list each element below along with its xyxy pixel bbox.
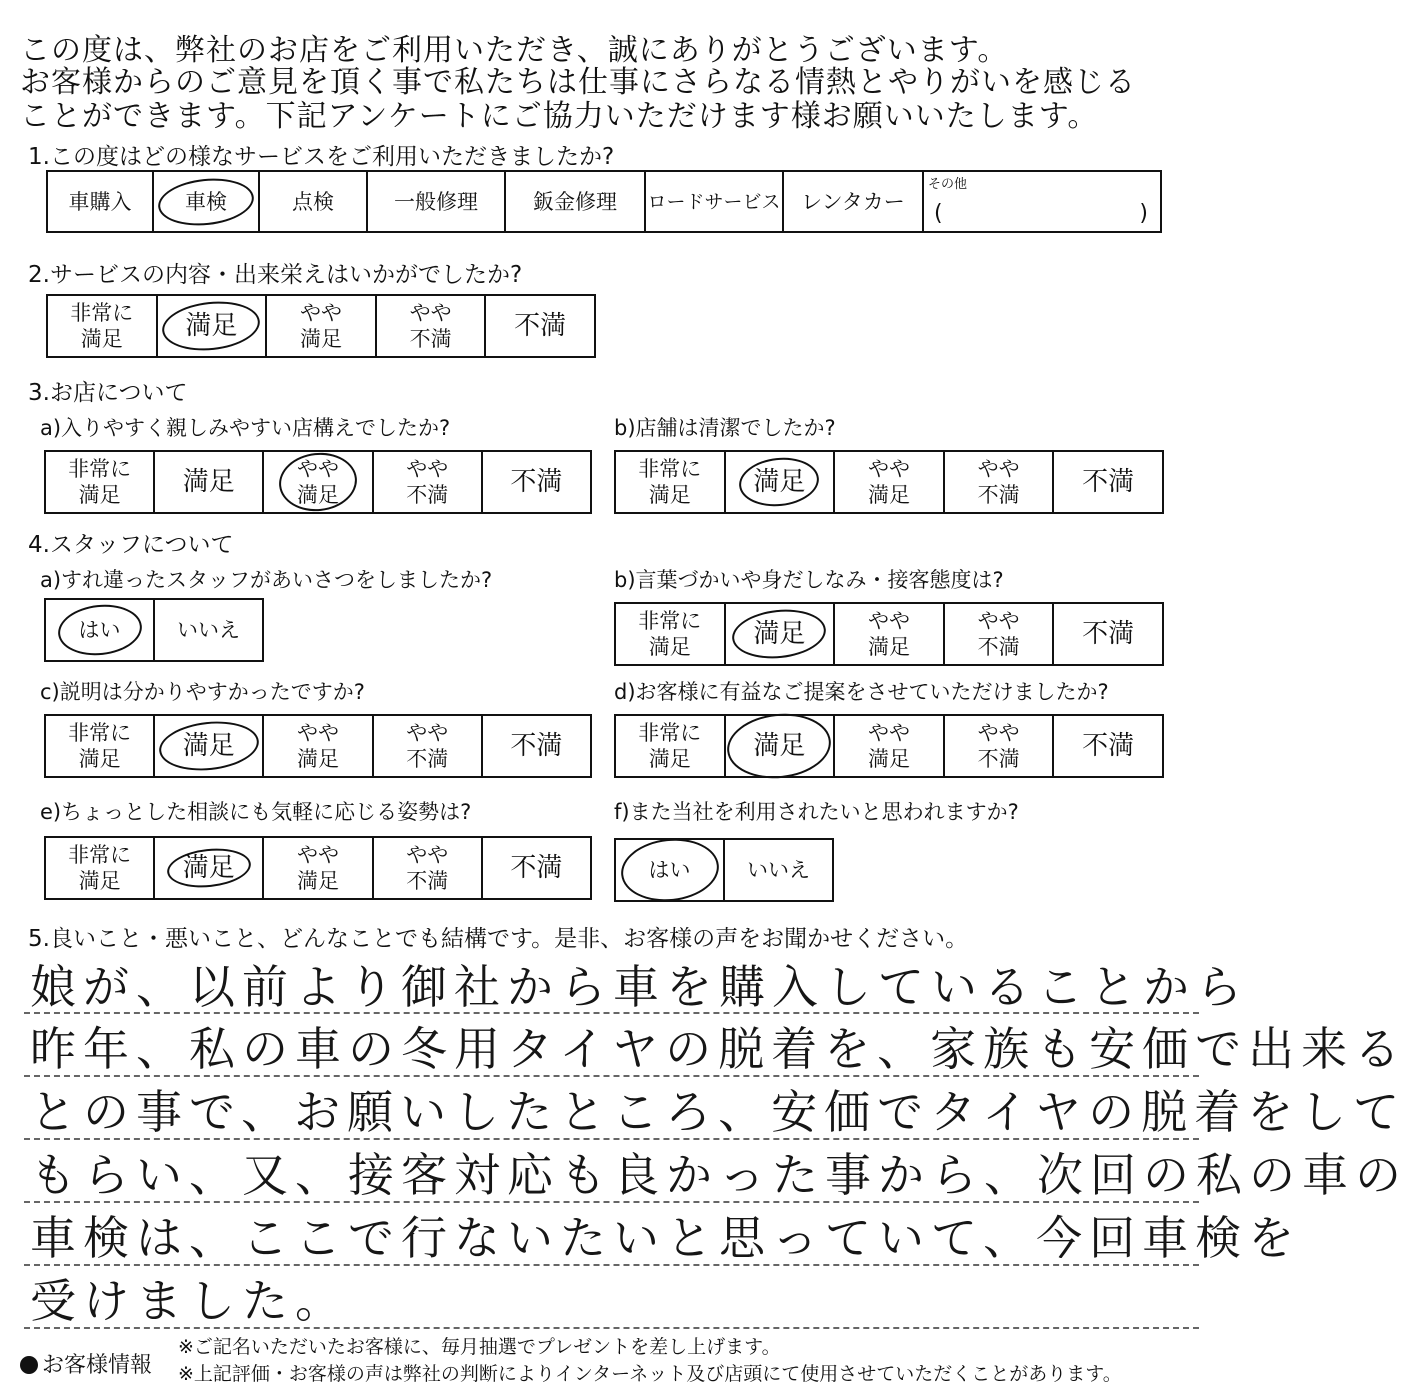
option-label: やや 満足 [867,457,910,507]
intro-line-1: この度は、弊社のお店をご利用いただき、誠にありがとうございます。 [20,33,1009,68]
other-label: その他 [928,177,968,192]
option-label: 満足 [185,311,238,341]
rating-option[interactable] [486,296,594,356]
option-label: 不満 [1082,619,1135,649]
option-label: 車購入 [68,189,132,214]
q1-option[interactable] [48,172,154,231]
option-label: やや 不満 [977,721,1020,771]
option-label: レンタカー [801,189,905,214]
customer-info-text: お客様情報 [42,1353,153,1378]
q4c-options [44,714,592,778]
handwritten-line: 昨年、私の車の冬用タイヤの脱着を、家族も安価で出来る [30,1022,1408,1076]
rating-option-selected[interactable] [726,452,836,512]
q4d-title: d)お客様に有益なご提案をさせていただけましたか? [614,680,1109,704]
option-label: いいえ [747,858,810,882]
option-label: 満足 [182,467,235,497]
rating-option[interactable] [616,604,726,664]
q2-title: 2.サービスの内容・出来栄えはいかがでしたか? [28,262,523,288]
option-label: いいえ [177,618,240,642]
option-label: 非常に 満足 [638,721,702,771]
option-label: やや 満足 [297,721,339,771]
q3a-title: a)入りやすく親しみやすい店構えでしたか? [40,416,451,440]
rating-option[interactable] [835,604,945,664]
rating-option[interactable] [945,604,1055,664]
q4f-title: f)また当社を利用されたいと思われますか? [614,800,1019,824]
q4e-options [44,836,592,900]
selection-circle [157,717,261,775]
paren-close: ) [1139,201,1148,226]
option-label: 非常に 満足 [638,457,702,507]
q3b-title: b)店舗は清潔でしたか? [614,416,836,440]
option-label: ロードサービス [647,190,781,213]
q3a-options [44,450,592,514]
option-label: 不満 [514,311,567,341]
footer-note-2: ※上記評価・お客様の声は弊社の判断によりインターネット及び店頭にて使用させていただくことがあります。 [178,1363,1122,1385]
yes-option-selected[interactable] [46,600,155,660]
selection-circle [165,845,253,892]
rating-option[interactable] [616,452,726,512]
rating-option-selected[interactable] [726,716,836,776]
rating-option[interactable] [46,838,155,898]
option-label: 鈑金修理 [533,189,617,214]
option-label: やや 不満 [406,843,449,893]
option-label: 非常に 満足 [638,609,702,659]
q4b-title: b)言葉づかいや身だしなみ・接客態度は? [614,568,1004,592]
option-label: 不満 [1082,467,1135,497]
rating-option-selected[interactable] [155,838,264,898]
q4-title: 4.スタッフについて [28,532,234,558]
selection-circle [276,449,360,515]
customer-info-label [20,1348,152,1379]
option-label: 非常に 満足 [70,301,134,351]
option-label: やや 満足 [297,457,339,507]
q4a-options [44,598,264,662]
q1-title: 1.この度はどの様なサービスをご利用いただきましたか? [28,144,615,170]
option-label: 不満 [1082,731,1135,761]
rating-option[interactable] [483,838,590,898]
selection-circle [724,709,834,784]
option-label: 不満 [510,467,563,497]
option-label: やや 不満 [977,609,1020,659]
handwritten-line: との事で、お願いしたところ、安価でタイヤの脱着をして [30,1085,1407,1139]
option-label: 不満 [510,853,563,883]
q1-option-selected[interactable] [154,172,260,231]
q1-other[interactable] [924,172,1160,231]
handwritten-line: もらい、又、接客対応も良かった事から、次回の私の車の [30,1148,1408,1202]
footer-note-1: ※ご記名いただいたお客様に、毎月抽選でプレゼントを差し上げます。 [178,1336,781,1358]
paren-open: ( [934,201,943,226]
rating-option[interactable] [264,716,373,776]
no-option[interactable] [725,840,832,900]
q4a-title: a)すれ違ったスタッフがあいさつをしましたか? [40,568,493,592]
rating-option[interactable] [46,452,155,512]
option-label: 非常に 満足 [68,457,132,507]
rating-option[interactable] [48,296,158,356]
option-label: 満足 [182,853,235,883]
rating-option[interactable] [1054,716,1162,776]
rating-option[interactable] [155,452,264,512]
q1-option[interactable] [260,172,368,231]
handwritten-line: 受けました。 [30,1274,348,1328]
q1-option[interactable] [506,172,646,231]
option-label: 満足 [753,467,806,497]
q1-options [46,170,1162,233]
option-label: 非常に 満足 [68,843,132,893]
handwritten-line: 車検は、ここで行ないたいと思っていて、今回車検を [30,1211,1302,1265]
rating-option-selected[interactable] [264,452,373,512]
q1-option[interactable] [368,172,506,231]
q4d-options [614,714,1164,778]
rating-option[interactable] [1054,452,1162,512]
q3-title: 3.お店について [28,380,188,406]
option-label: やや 不満 [977,457,1020,507]
option-label: 満足 [182,731,235,761]
rating-option[interactable] [264,838,373,898]
q5-title: 5.良いこと・悪いこと、どんなことでも結構です。是非、お客様の声をお聞かせください。 [28,926,969,952]
rating-option[interactable] [267,296,377,356]
rating-option[interactable] [46,716,155,776]
handwritten-line: 娘が、以前より御社から車を購入していることから [30,960,1249,1014]
q4c-title: c)説明は分かりやすかったですか? [40,680,365,704]
rating-option[interactable] [835,716,945,776]
rating-option-selected[interactable] [726,604,836,664]
rating-option-selected[interactable] [155,716,264,776]
option-label: やや 満足 [867,721,910,771]
option-label: はい [78,618,121,642]
rating-option[interactable] [374,838,483,898]
rating-option[interactable] [616,716,726,776]
option-label: やや 満足 [297,843,339,893]
selection-circle [55,601,144,660]
intro-line-3: ことができます。下記アンケートにご協力いただけます様お願いいたします。 [20,99,1099,134]
option-label: 非常に 満足 [68,721,132,771]
rating-option[interactable] [377,296,487,356]
selection-circle [618,834,722,906]
selection-circle [160,297,262,355]
no-option[interactable] [155,600,262,660]
selection-circle [730,605,829,663]
option-label: はい [648,858,691,882]
yes-option-selected[interactable] [616,840,725,900]
option-label: やや 不満 [406,721,449,771]
q4b-options [614,602,1164,666]
option-label: 車検 [185,189,227,214]
rating-option-selected[interactable] [158,296,268,356]
rating-option[interactable] [374,452,483,512]
option-label: やや 満足 [299,301,342,351]
rating-option[interactable] [835,452,945,512]
rating-option[interactable] [945,452,1055,512]
option-label: やや 不満 [406,457,449,507]
option-label: 一般修理 [394,189,478,214]
selection-circle [156,174,256,230]
selection-circle [737,454,822,510]
q4e-title: e)ちょっとした相談にも気軽に応じる姿勢は? [40,800,472,824]
option-label: 満足 [753,619,806,649]
q4f-options [614,838,834,902]
option-label: 不満 [510,731,563,761]
rating-option[interactable] [945,716,1055,776]
option-label: 満足 [753,731,806,761]
q3b-options [614,450,1164,514]
rating-option[interactable] [1054,604,1162,664]
rating-option[interactable] [483,716,590,776]
intro-line-2: お客様からのご意見を頂く事で私たちは仕事にさらなる情熱とやりがいを感じる [20,65,1136,100]
option-label: やや 不満 [409,301,452,351]
option-label: 点検 [292,189,334,214]
q1-option[interactable] [646,172,784,231]
rating-option[interactable] [483,452,590,512]
option-label: やや 満足 [867,609,910,659]
q1-option[interactable] [784,172,924,231]
q2-options [46,294,596,358]
bullet-icon [20,1356,38,1374]
rating-option[interactable] [374,716,483,776]
